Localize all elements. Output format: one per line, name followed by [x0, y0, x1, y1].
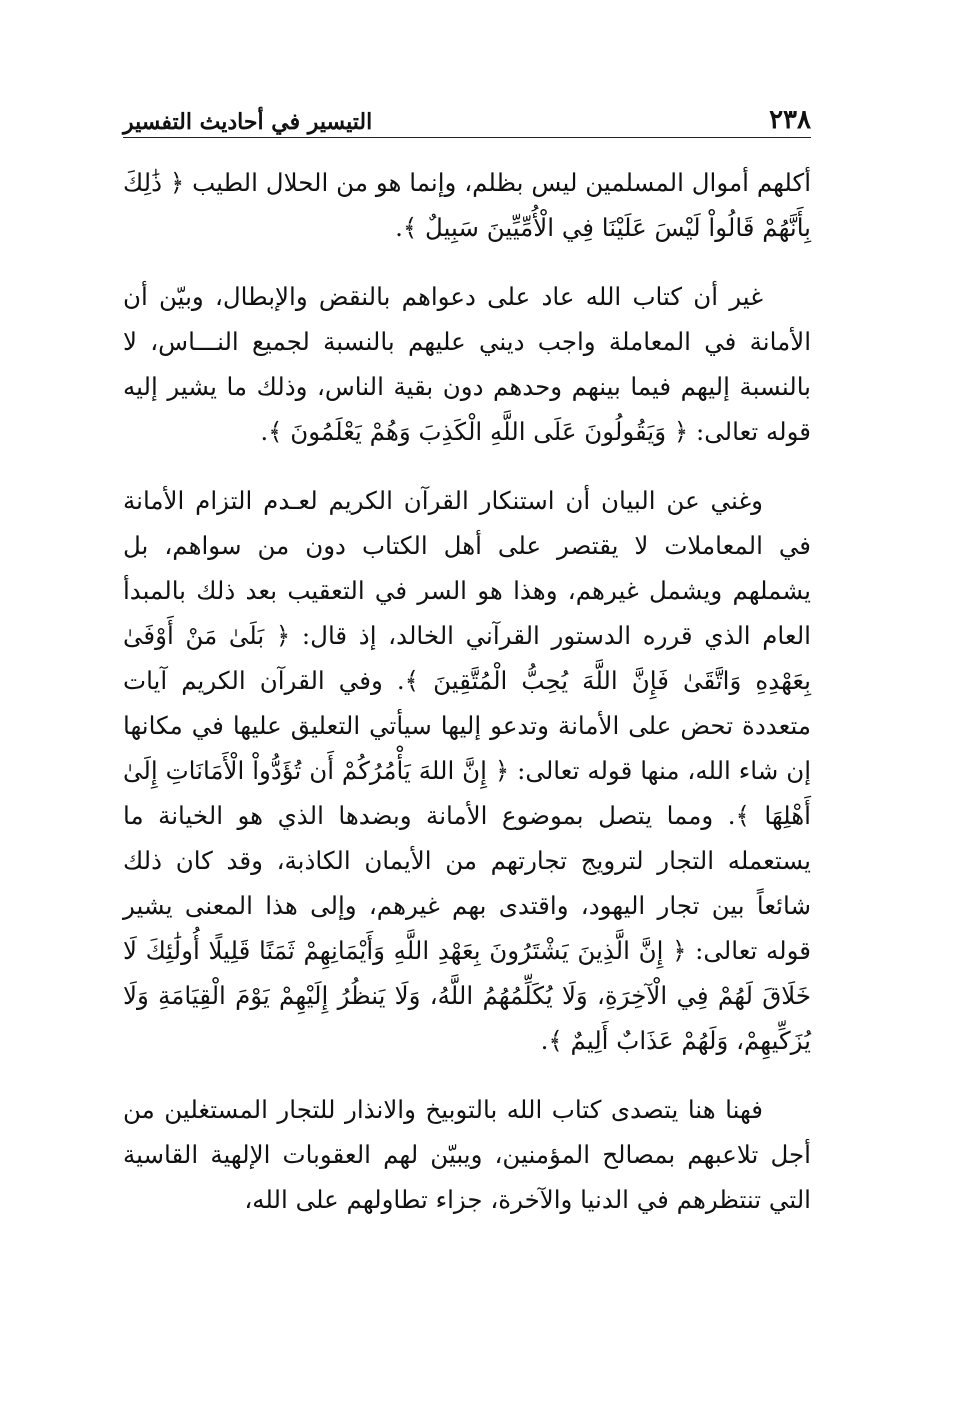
book-title: التيسير في أحاديث التفسير: [123, 109, 373, 135]
body-text: [123, 160, 811, 1246]
paragraph-1: أكلهم أموال المسلمين ليس بظلم، وإنما هو من الحلال الطيب ﴿ ذَٰلِكَ بِأَنَّهُمْ قَالُواْ لَيْسَ عَلَيْنَا فِي الْأُمِّيِّينَ سَبِيلٌ ﴾.: [123, 168, 811, 242]
paragraph-2: غير أن كتاب الله عاد على دعواهم بالنقض والإبطال، وبيّن أن الأمانة في المعاملة واجب ديني عليهم بالنسبة لجميع النـــاس، لا بالنسبة إليهم فيما بينهم وحدهم دون بقية الناس، وذلك ما يشير إليه قوله تعالى: ﴿ وَيَقُولُونَ عَلَى اللَّهِ الْكَذِبَ وَهُمْ يَعْلَمُونَ ﴾.: [123, 282, 811, 446]
paragraph-4: فهنا هنا يتصدى كتاب الله بالتوبيخ والانذار للتجار المستغلين من أجل تلاعبهم بمصالح المؤمنين، ويبيّن لهم العقوبات الإلهية القاسية التي تنتظرهم في الدنيا والآخرة، جزاء تطاولهم على الله،: [123, 1095, 811, 1214]
page-number: ٢٣٨: [769, 105, 811, 135]
running-header: [123, 98, 811, 138]
paragraph-3: وغني عن البيان أن استنكار القرآن الكريم لعـدم التزام الأمانة في المعاملات لا يقتصر على أهل الكتاب دون من سواهم، بل يشملهم ويشمل غيرهم، وهذا هو السر في التعقيب بعد ذلك بالمبدأ العام الذي قرره الدستور القرآني الخالد، إذ قال: ﴿ بَلَىٰ مَنْ أَوْفَىٰ بِعَهْدِهِ وَاتَّقَىٰ فَإِنَّ اللَّهَ يُحِبُّ الْمُتَّقِينَ ﴾. وفي القرآن الكريم آيات متعددة تحض على الأمانة وتدعو إليها سيأتي التعليق عليها في مكانها إن شاء الله، منها قوله تعالى: ﴿ إِنَّ اللهَ يَأْمُرُكُمْ أَن تُؤَدُّواْ الْأَمَانَاتِ إِلَىٰ أَهْلِهَا ﴾. ومما يتصل بموضوع الأمانة وبضدها الذي هو الخيانة ما يستعمله التجار لترويج تجارتهم من الأيمان الكاذبة، وقد كان ذلك شائعاً بين تجار اليهود، واقتدى بهم غيرهم، وإلى هذا المعنى يشير قوله تعالى: ﴿ إِنَّ الَّذِينَ يَشْتَرُونَ بِعَهْدِ اللَّهِ وَأَيْمَانِهِمْ ثَمَنًا قَلِيلًا أُولَٰئِكَ لَا خَلَاقَ لَهُمْ فِي الْآخِرَةِ، وَلَا يُكَلِّمُهُمُ اللَّهُ، وَلَا يَنظُرُ إِلَيْهِمْ يَوْمَ الْقِيَامَةِ وَلَا يُزَكِّيهِمْ، وَلَهُمْ عَذَابٌ أَلِيمٌ ﴾.: [123, 486, 811, 1055]
